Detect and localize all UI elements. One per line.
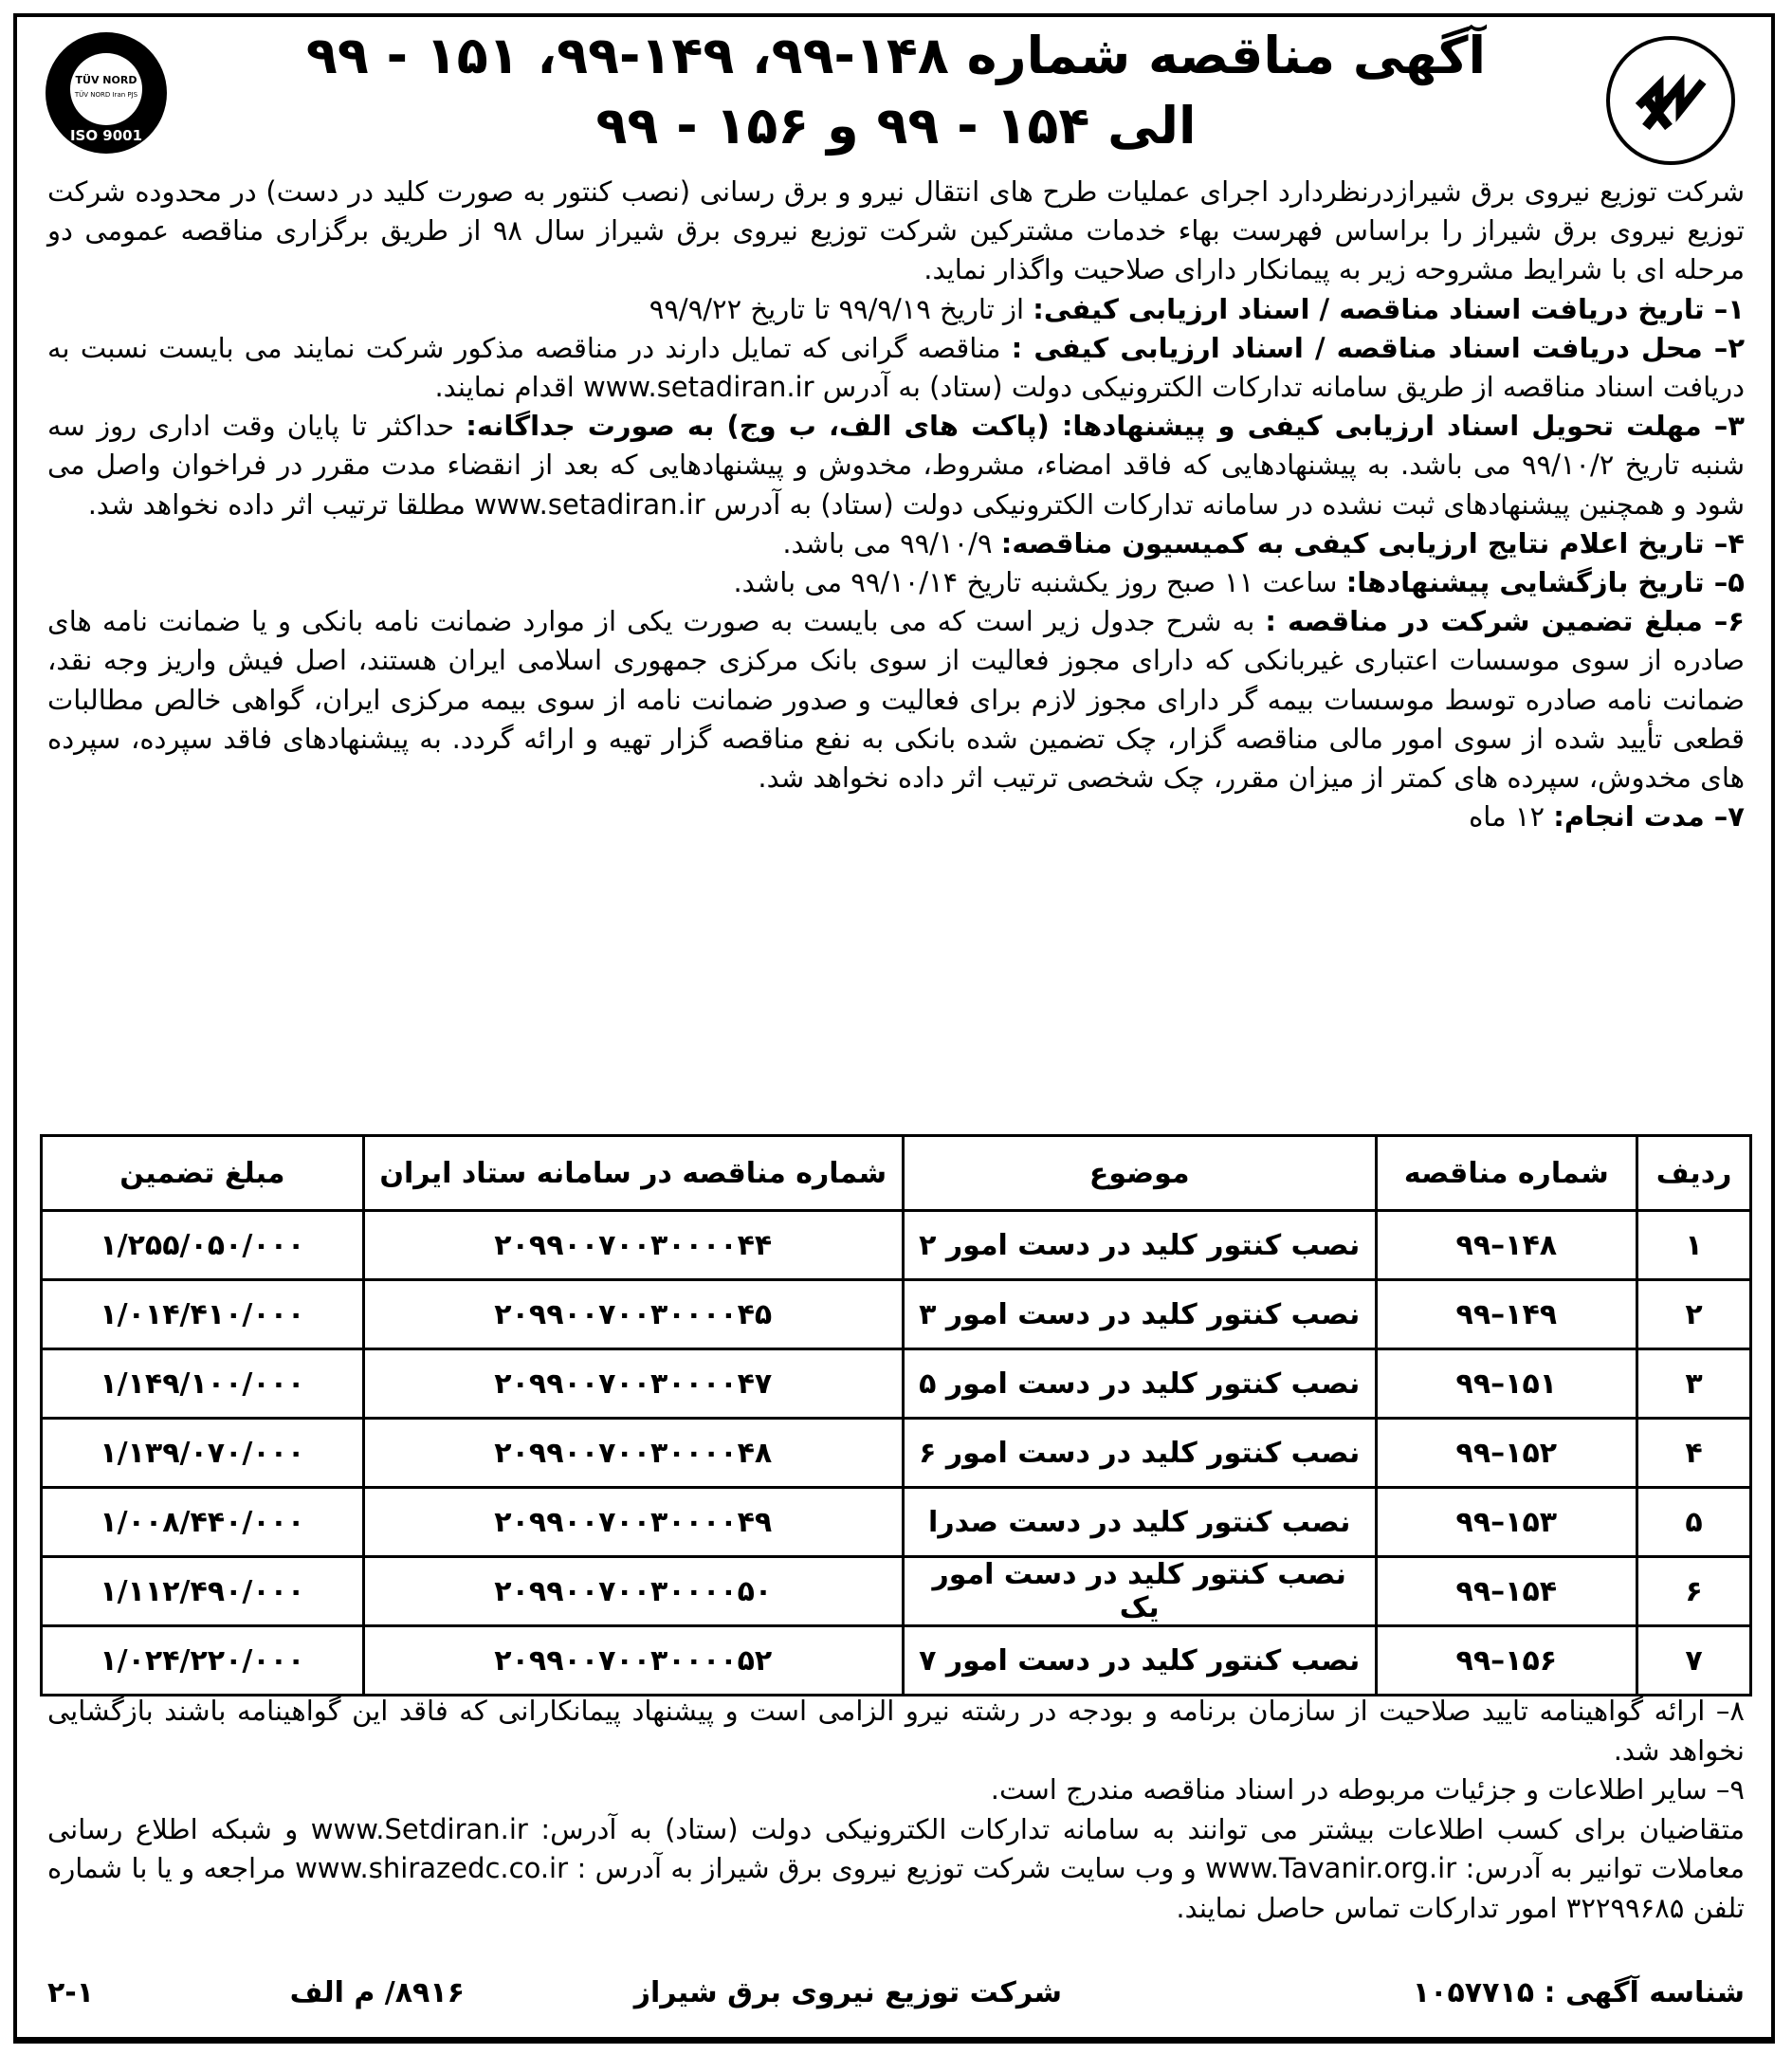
ad-id: شناسه آگهی : ۱۰۵۷۷۱۵ <box>1412 1976 1745 2009</box>
after-table-text <box>47 1692 1745 1928</box>
item-2-label: ۲– محل دریافت اسناد مناقصه / اسناد ارزیابی کیفی : <box>1011 331 1746 364</box>
cell-subject: نصب کنتور کلید در دست امور یک <box>903 1557 1376 1626</box>
header-subject: موضوع <box>903 1136 1376 1211</box>
item-1 <box>47 290 1745 329</box>
item-4-text: ۹۹/۱۰/۹ می باشد. <box>782 526 1001 559</box>
bottom-divider <box>13 2041 1775 2044</box>
cell-number: ۱۴۸–۹۹ <box>1376 1211 1637 1280</box>
item-6-label: ۶– مبلغ تضمین شرکت در مناقصه : <box>1265 605 1745 638</box>
item-7-label: ۷– مدت انجام: <box>1553 800 1745 834</box>
cell-row: ۲ <box>1637 1280 1751 1349</box>
notice-body <box>47 173 1745 836</box>
cell-number: ۱۵۳–۹۹ <box>1376 1488 1637 1557</box>
cell-amount: ۱/۱۴۹/۱۰۰/۰۰۰ <box>42 1349 364 1419</box>
item-3-text: حداکثر تا پایان وقت اداری روز سه شنبه تاریخ ۹۹/۱۰/۲ می باشد. به پیشنهادهایی که فاقد امضاء، مشروط، مخدوش و پیشنهادهایی که بعد از انقضاء مدت مقرر در فراخوان واصل می شود و همچنین پیشنهادهای ثبت نشده در سامانه تدارکات الکترونیکی دولت (ستاد) به آدرس www.setadiran.ir مطلقا ترتیب اثر داده نخواهد شد. <box>47 410 1745 521</box>
header-guarantee-amount: مبلغ تضمین <box>42 1136 364 1211</box>
cell-row: ۳ <box>1637 1349 1751 1419</box>
cell-amount: ۱/۱۱۲/۴۹۰/۰۰۰ <box>42 1557 364 1626</box>
cell-row: ۱ <box>1637 1211 1751 1280</box>
cell-number: ۱۴۹–۹۹ <box>1376 1280 1637 1349</box>
item-3 <box>47 407 1745 524</box>
cell-subject: نصب کنتور کلید در دست امور ۷ <box>903 1626 1376 1696</box>
table-row <box>42 1349 1751 1419</box>
item-6 <box>47 602 1745 798</box>
item-5 <box>47 563 1745 602</box>
item-8: ۸– ارائه گواهینامه تایید صلاحیت از سازمان برنامه و بودجه در رشته نیرو الزامی است و پیشنهاد پیمانکارانی که فاقد این گواهینامه باشند بازگشایی نخواهد شد. <box>47 1695 1745 1767</box>
cell-subject: نصب کنتور کلید در دست امور ۵ <box>903 1349 1376 1419</box>
cell-subject: نصب کنتور کلید در دست امور ۶ <box>903 1419 1376 1488</box>
cell-number: ۱۵۴–۹۹ <box>1376 1557 1637 1626</box>
cell-amount: ۱/۲۵۵/۰۵۰/۰۰۰ <box>42 1211 364 1280</box>
item-5-text: ساعت ۱۱ صبح روز یکشنبه تاریخ ۹۹/۱۰/۱۴ می باشد. <box>733 566 1346 599</box>
item-2-text: مناقصه گرانی که تمایل دارند در مناقصه مذکور شرکت نمایند می بایست نسبت به دریافت اسناد مناقصه از طریق سامانه تدارکات الکترونیکی دولت (ستاد) به آدرس www.setadiran.ir اقدام نمایند. <box>47 331 1745 404</box>
cell-row: ۷ <box>1637 1626 1751 1696</box>
table-row <box>42 1419 1751 1488</box>
cell-amount: ۱/۰۲۴/۲۲۰/۰۰۰ <box>42 1626 364 1696</box>
header-setad-number: شماره مناقصه در سامانه ستاد ایران <box>363 1136 903 1211</box>
cell-setad: ۲۰۹۹۰۰۷۰۰۳۰۰۰۰۴۷ <box>363 1349 903 1419</box>
item-3-label: ۳– مهلت تحویل اسناد ارزیابی کیفی و پیشنهادها: (پاکت های الف، ب وج) به صورت جداگانه: <box>466 410 1745 443</box>
item-4 <box>47 524 1745 563</box>
cell-setad: ۲۰۹۹۰۰۷۰۰۳۰۰۰۰۵۰ <box>363 1557 903 1626</box>
table-row <box>42 1557 1751 1626</box>
cell-row: ۴ <box>1637 1419 1751 1488</box>
item-9: ۹– سایر اطلاعات و جزئیات مربوطه در اسناد مناقصه مندرج است. <box>990 1773 1745 1806</box>
cell-subject: نصب کنتور کلید در دست امور ۳ <box>903 1280 1376 1349</box>
title-line-1: آگهی مناقصه شماره ۱۴۸-۹۹، ۱۴۹-۹۹، ۱۵۱ - ۹۹ <box>305 26 1487 85</box>
header-tender-number: شماره مناقصه <box>1376 1136 1637 1211</box>
item-1-label: ۱– تاریخ دریافت اسناد مناقصه / اسناد ارزیابی کیفی: <box>1033 292 1745 325</box>
tender-table <box>40 1134 1752 1696</box>
item-6-text: به شرح جدول زیر است که می بایست به صورت یکی از موارد ضمانت نامه بانکی و یا ضمانت نامه های صادره از سوی موسسات اعتباری غیربانکی که دارای مجوز فعالیت از سوی بانک مرکزی جمهوری اسلامی ایران هستند، اصل فیش واریز وجه نقد، ضمانت نامه صادره توسط موسسات بیمه گر دارای مجوز لازم برای فعالیت و صدور ضمانت نامه از سوی بیمه مرکزی ایران، گواهی خالص مطالبات قطعی تأیید شده از سوی امور مالی مناقصه گزار، چک تضمین شده بانکی به نفع مناقصه گزار تهیه و ارائه گردد. به پیشنهادهای فاقد سپرده، سپرده های مخدوش، سپرده های کمتر از میزان مقرر، چک شخصی ترتیب اثر داده نخواهد شد. <box>47 605 1745 795</box>
table-row <box>42 1211 1751 1280</box>
cell-number: ۱۵۲–۹۹ <box>1376 1419 1637 1488</box>
cert-logo-iso: ISO 9001 <box>69 127 143 144</box>
header-row-number: ردیف <box>1637 1136 1751 1211</box>
cell-setad: ۲۰۹۹۰۰۷۰۰۳۰۰۰۰۵۲ <box>363 1626 903 1696</box>
ad-code: ۸۹۱۶/ م الف <box>289 1976 465 2009</box>
cert-logo-text: TÜV NORD <box>75 74 137 86</box>
cell-row: ۵ <box>1637 1488 1751 1557</box>
cell-number: ۱۵۱–۹۹ <box>1376 1349 1637 1419</box>
cell-subject: نصب کنتور کلید در دست صدرا <box>903 1488 1376 1557</box>
intro-paragraph: شرکت توزیع نیروی برق شیرازدرنظردارد اجرای عملیات طرح های انتقال نیرو و برق رسانی (نصب کنتور به صورت کلید در دست) در محدوده شرکت توزیع نیروی برق شیراز را براساس فهرست بهاء خدمات مشترکین شرکت توزیع نیروی برق شیراز سال ۹۸ از طریق برگزاری مناقصه عمومی دو مرحله ای با شرایط مشروحه زیر به پیمانکار دارای صلاحیت واگذار نماید. <box>47 175 1745 286</box>
contact-paragraph: متقاضیان برای کسب اطلاعات بیشتر می توانند به سامانه تدارکات الکترونیکی دولت (ستاد) به آدرس: www.Setdiran.ir و شبکه اطلاع رسانی معاملات توانیر به آدرس: www.Tavanir.org.ir و وب سایت شرکت توزیع نیروی برق شیراز به آدرس : www.shirazedc.co.ir مراجعه و یا با شماره تلفن ۳۲۲۹۹۶۸۵ امور تدارکات تماس حاصل نمایند. <box>47 1812 1745 1924</box>
item-7-text: ۱۲ ماه <box>1469 800 1554 834</box>
table-row <box>42 1280 1751 1349</box>
cell-setad: ۲۰۹۹۰۰۷۰۰۳۰۰۰۰۴۸ <box>363 1419 903 1488</box>
item-7 <box>47 798 1745 836</box>
item-2 <box>47 329 1745 407</box>
cert-logo-small: TÜV NORD Iran PJS <box>74 91 138 99</box>
cell-setad: ۲۰۹۹۰۰۷۰۰۳۰۰۰۰۴۹ <box>363 1488 903 1557</box>
item-5-label: ۵– تاریخ بازگشایی پیشنهادها: <box>1345 566 1745 599</box>
title-line-2: الی ۱۵۴ - ۹۹ و ۱۵۶ - ۹۹ <box>595 96 1197 156</box>
notice-title <box>34 21 1758 161</box>
page-number: ۲-۱ <box>47 1976 95 2009</box>
table-row <box>42 1626 1751 1696</box>
cell-amount: ۱/۱۳۹/۰۷۰/۰۰۰ <box>42 1419 364 1488</box>
item-4-label: ۴– تاریخ اعلام نتایج ارزیابی کیفی به کمیسیون مناقصه: <box>1000 526 1745 559</box>
item-1-text: از تاریخ ۹۹/۹/۱۹ تا تاریخ ۹۹/۹/۲۲ <box>649 292 1033 325</box>
cell-setad: ۲۰۹۹۰۰۷۰۰۳۰۰۰۰۴۵ <box>363 1280 903 1349</box>
cell-amount: ۱/۰۰۸/۴۴۰/۰۰۰ <box>42 1488 364 1557</box>
company-name: شرکت توزیع نیروی برق شیراز <box>633 1976 1062 2009</box>
table-header-row <box>42 1136 1751 1211</box>
table-row <box>42 1488 1751 1557</box>
cell-amount: ۱/۰۱۴/۴۱۰/۰۰۰ <box>42 1280 364 1349</box>
cell-setad: ۲۰۹۹۰۰۷۰۰۳۰۰۰۰۴۴ <box>363 1211 903 1280</box>
cell-row: ۶ <box>1637 1557 1751 1626</box>
signature-line <box>47 1976 1745 2016</box>
cell-subject: نصب کنتور کلید در دست امور ۲ <box>903 1211 1376 1280</box>
cell-number: ۱۵۶–۹۹ <box>1376 1626 1637 1696</box>
